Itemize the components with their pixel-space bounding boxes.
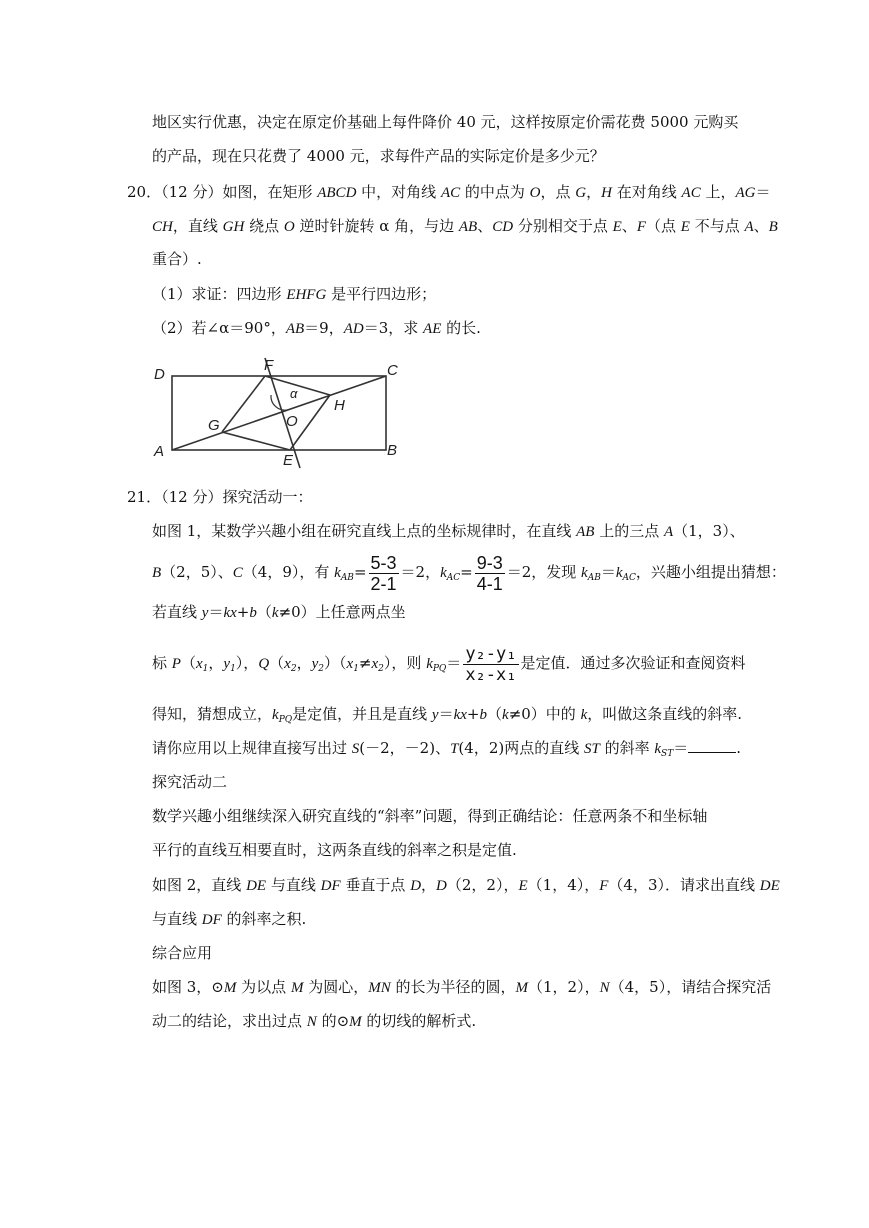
label-alpha: α	[290, 386, 298, 401]
problem-20-line-2: CH，直线 GH 绕点 O 逆时针旋转 α 角，与边 AB、CD 分别相交于点 E、F（点 E 不与点 A、B	[152, 217, 778, 235]
diagonal-ac	[172, 376, 386, 450]
prev-problem-line-2: 的产品，现在只花费了 4000 元，求每件产品的实际定价是多少元？	[152, 147, 605, 165]
rectangle-figure	[150, 350, 410, 475]
problem-21-line-12: 动二的结论，求出过点 N 的⊙M 的切线的解析式.	[152, 1012, 477, 1030]
label-b: B	[387, 442, 398, 459]
problem-20-question-1: （1）求证：四边形 EHFG 是平行四边形；	[152, 285, 437, 303]
label-f: F	[264, 357, 274, 374]
problem-21-line-2: B（2，5）、C（4，9），有 $k_{AB}=$ $\frac{5-3}{2-1}$ ＝2，$k_{AC}=$ $\frac{9-3}{4-1}$ ＝2，发现 $k_{AB}=k_{AC}$，兴趣小组提出猜想：	[152, 552, 786, 594]
label-g: G	[208, 417, 220, 434]
problem-21-line-9: 如图 2，直线 DE 与直线 DF 垂直于点 D，D（2，2），E（1，4），F（4，3）．请求出直线 DE	[152, 876, 780, 894]
problem-20-line-1: 20．（12 分）如图，在矩形 ABCD 中，对角线 AC 的中点为 O，点 G，H 在对角线 AC 上，AG＝	[127, 183, 771, 201]
problem-21-title: 21．（12 分）探究活动一：	[127, 488, 313, 506]
problem-21-line-10: 与直线 DF 的斜率之积.	[152, 910, 307, 928]
label-o: O	[286, 413, 298, 430]
label-a: A	[154, 443, 165, 460]
fraction-k-pq: $\frac{\text{y₂-y₁}}{\text{x₂-x₁}}$	[465, 643, 517, 685]
fraction-k-ac: $\frac{9-3}{4-1}$	[476, 552, 503, 594]
problem-20-question-2: （2）若∠α＝90°，AB＝9，AD＝3，求 AE 的长.	[152, 319, 481, 337]
label-c: C	[387, 362, 398, 379]
problem-21-line-4: 标 $P(x_1$，$y_1$），$Q(x_2$，$y_2)(x_1\ne x_2)$，则 $k_{PQ}=$ $\frac{\text{y₂-y₁}}{\text{x₂-x₁}}$ 是定值．通过多次验证和查阅资料	[152, 643, 746, 685]
section-title-activity-2: 探究活动二	[152, 773, 228, 791]
label-e: E	[283, 452, 294, 469]
segment-fh	[265, 376, 330, 395]
problem-21-number: 21．（12 分）	[127, 488, 223, 506]
problem-21-line-1: 如图 1，某数学兴趣小组在研究直线上点的坐标规律时，在直线 AB 上的三点 A（1，3）、	[152, 522, 745, 540]
segment-ge	[222, 432, 290, 450]
label-h: H	[334, 397, 345, 414]
problem-21-line-11: 如图 3，⊙M 为以点 M 为圆心，MN 的长为半径的圆，M（1，2），N（4，5），请结合探究活	[152, 978, 772, 996]
fraction-k-ab: $\frac{5-3}{2-1}$	[370, 552, 397, 594]
problem-20-line-3: 重合）.	[152, 250, 202, 268]
section-title-application: 综合应用	[152, 944, 213, 962]
problem-21-line-5: 得知，猜想成立，$k_{PQ}$是定值，并且是直线 y＝kx+b（k≠0）中的 k，叫做这条直线的斜率.	[152, 705, 743, 725]
label-d: D	[154, 366, 165, 383]
problem-21-line-3: 若直线 y＝kx+b（k≠0）上任意两点坐	[152, 603, 406, 621]
prev-problem-line-1: 地区实行优惠，决定在原定价基础上每件降价 40 元，这样按原定价需花费 5000 元购买	[152, 113, 739, 131]
problem-21-line-7: 数学兴趣小组继续深入研究直线的“斜率”问题，得到正确结论：任意两条不和坐标轴	[152, 807, 708, 825]
answer-blank[interactable]	[688, 738, 736, 753]
segment-fg	[222, 376, 265, 432]
problem-21-line-6: 请你应用以上规律直接写出过 S(－2，－2)、T(4，2)两点的直线 ST 的斜率 $k_{ST}=$ .	[152, 739, 742, 759]
problem-20-number: 20．（12 分）	[127, 183, 223, 201]
problem-21-line-8: 平行的直线互相要直时，这两条直线的斜率之积是定值.	[152, 841, 517, 859]
